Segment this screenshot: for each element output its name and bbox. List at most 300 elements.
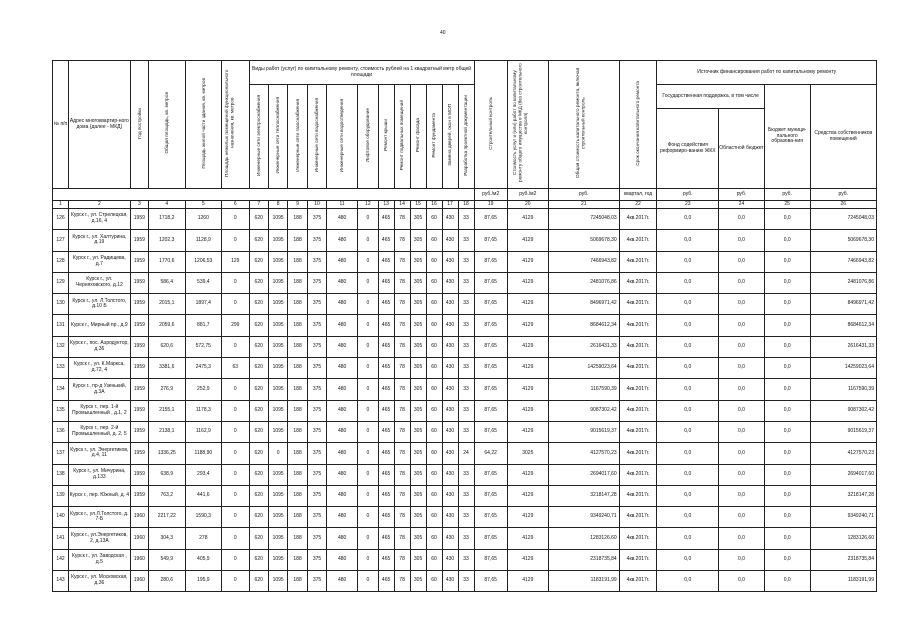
table-row bbox=[53, 336, 877, 357]
cell-work-4: 375 bbox=[307, 528, 326, 549]
header-total-area: Общая площадь, кв. метров bbox=[148, 61, 185, 189]
cell-n: 139 bbox=[53, 485, 69, 506]
header-cost-per-m2: Стоимость услуг и (или) работ по капитальному ремонту общего имущества в МКД (без строительного контроля) bbox=[507, 61, 548, 189]
cell-own: 8684612,34 bbox=[810, 315, 876, 336]
column-number: 2 bbox=[68, 201, 130, 209]
cell-work-7: 465 bbox=[378, 528, 394, 549]
cell-nonres: 0 bbox=[222, 230, 249, 251]
column-number: 7 bbox=[249, 201, 268, 209]
cell-addr: Курск г., ул. Мичурина, д.133 bbox=[68, 464, 130, 485]
cell-work-7: 465 bbox=[378, 549, 394, 570]
cell-cost: 4129 bbox=[507, 379, 548, 400]
cell-mun: 0,0 bbox=[764, 315, 810, 336]
cell-own: 9015619,37 bbox=[810, 421, 876, 442]
cell-nonres: 0 bbox=[222, 336, 249, 357]
cell-work-5: 480 bbox=[327, 315, 358, 336]
cell-addr: Курск г., ул. Халтурина, д.19 bbox=[68, 230, 130, 251]
cell-work-10: 60 bbox=[426, 209, 442, 230]
cell-living: 1128,9 bbox=[185, 230, 222, 251]
cell-n: 135 bbox=[53, 400, 69, 421]
cell-own: 8496971,42 bbox=[810, 294, 876, 315]
cell-work-2: 1095 bbox=[268, 549, 287, 570]
cell-work-9: 305 bbox=[410, 507, 426, 528]
cell-mun: 0,0 bbox=[764, 358, 810, 379]
cell-work-6: 0 bbox=[358, 272, 379, 293]
table-row bbox=[53, 209, 877, 230]
cell-work-6: 0 bbox=[358, 315, 379, 336]
column-number: 11 bbox=[327, 201, 358, 209]
cell-work-3: 188 bbox=[288, 358, 307, 379]
cell-n: 131 bbox=[53, 315, 69, 336]
cell-work-11: 430 bbox=[442, 315, 458, 336]
cell-work-8: 78 bbox=[394, 507, 410, 528]
header-nonres-area: Площадь нежилых помещений функционального назначения, кв. метров bbox=[222, 61, 249, 189]
cell-mun: 0,0 bbox=[764, 421, 810, 442]
cell-work-4: 375 bbox=[307, 507, 326, 528]
cell-work-9: 305 bbox=[410, 315, 426, 336]
cell-work-2: 1095 bbox=[268, 294, 287, 315]
cell-ctrl: 87,65 bbox=[474, 379, 507, 400]
cell-reg: 0,0 bbox=[719, 549, 765, 570]
cell-work-3: 188 bbox=[288, 400, 307, 421]
cell-reg: 0,0 bbox=[719, 251, 765, 272]
cell-cost: 4129 bbox=[507, 421, 548, 442]
cell-work-12: 33 bbox=[458, 294, 474, 315]
header-address: Адрес многоквартир-ного дома (далее - МКД) bbox=[68, 61, 130, 189]
cell-year: 1959 bbox=[130, 464, 148, 485]
cell-reg: 0,0 bbox=[719, 315, 765, 336]
cell-cost: 4129 bbox=[507, 507, 548, 528]
cell-work-8: 78 bbox=[394, 485, 410, 506]
cell-work-5: 480 bbox=[327, 272, 358, 293]
cell-work-9: 305 bbox=[410, 379, 426, 400]
cell-fund: 0,0 bbox=[657, 443, 719, 464]
cell-work-10: 60 bbox=[426, 549, 442, 570]
cell-year: 1959 bbox=[130, 230, 148, 251]
cell-term: 4кв.2017г. bbox=[619, 230, 657, 251]
cell-term: 4кв.2017г. bbox=[619, 379, 657, 400]
cell-year: 1960 bbox=[130, 571, 148, 592]
cell-work-9: 305 bbox=[410, 443, 426, 464]
cell-work-2: 1095 bbox=[268, 230, 287, 251]
cell-work-5: 480 bbox=[327, 294, 358, 315]
cell-n: 140 bbox=[53, 507, 69, 528]
cell-ctrl: 87,65 bbox=[474, 336, 507, 357]
cell-work-2: 1095 bbox=[268, 464, 287, 485]
cell-work-6: 0 bbox=[358, 528, 379, 549]
cell-addr: Курск г., пер. 1-й Промышленный , д.1, 2 bbox=[68, 400, 130, 421]
cell-living: 405,9 bbox=[185, 549, 222, 570]
cell-work-12: 24 bbox=[458, 443, 474, 464]
cell-sum: 7466943,82 bbox=[548, 251, 619, 272]
cell-fund: 0,0 bbox=[657, 209, 719, 230]
cell-work-5: 480 bbox=[327, 485, 358, 506]
cell-work-11: 430 bbox=[442, 379, 458, 400]
cell-work-3: 188 bbox=[288, 528, 307, 549]
cell-own: 1183191,99 bbox=[810, 571, 876, 592]
cell-reg: 0,0 bbox=[719, 421, 765, 442]
cell-work-5: 480 bbox=[327, 379, 358, 400]
column-number: 16 bbox=[426, 201, 442, 209]
cell-sum: 9015619,37 bbox=[548, 421, 619, 442]
table-row bbox=[53, 400, 877, 421]
cell-work-5: 480 bbox=[327, 358, 358, 379]
cell-reg: 0,0 bbox=[719, 507, 765, 528]
cell-work-9: 305 bbox=[410, 528, 426, 549]
cell-work-5: 480 bbox=[327, 443, 358, 464]
cell-work-5: 480 bbox=[327, 251, 358, 272]
cell-work-12: 33 bbox=[458, 571, 474, 592]
cell-sum: 2481076,86 bbox=[548, 272, 619, 293]
cell-ctrl: 87,65 bbox=[474, 528, 507, 549]
cell-fund: 0,0 bbox=[657, 272, 719, 293]
cell-work-4: 375 bbox=[307, 230, 326, 251]
cell-n: 138 bbox=[53, 464, 69, 485]
cell-work-1: 620 bbox=[249, 400, 268, 421]
cell-mun: 0,0 bbox=[764, 571, 810, 592]
header-work-6: Лифтовое оборудование bbox=[358, 85, 379, 189]
cell-work-12: 33 bbox=[458, 230, 474, 251]
unit-cell: руб. bbox=[657, 189, 719, 201]
cell-total: 2059,6 bbox=[148, 315, 185, 336]
cell-total: 586,4 bbox=[148, 272, 185, 293]
cell-work-2: 1095 bbox=[268, 272, 287, 293]
cell-work-11: 430 bbox=[442, 485, 458, 506]
unit-cell: квартал, год bbox=[619, 189, 657, 201]
cell-fund: 0,0 bbox=[657, 421, 719, 442]
cell-nonres: 0 bbox=[222, 571, 249, 592]
cell-work-6: 0 bbox=[358, 294, 379, 315]
unit-cell: руб./м2 bbox=[474, 189, 507, 201]
cell-year: 1959 bbox=[130, 336, 148, 357]
cell-own: 7245048,03 bbox=[810, 209, 876, 230]
cell-work-1: 620 bbox=[249, 358, 268, 379]
cell-work-10: 60 bbox=[426, 443, 442, 464]
cell-work-2: 1095 bbox=[268, 507, 287, 528]
cell-fund: 0,0 bbox=[657, 549, 719, 570]
cell-work-1: 620 bbox=[249, 209, 268, 230]
cell-work-12: 33 bbox=[458, 464, 474, 485]
cell-fund: 0,0 bbox=[657, 379, 719, 400]
cell-work-10: 60 bbox=[426, 272, 442, 293]
cell-work-9: 305 bbox=[410, 336, 426, 357]
cell-total: 549,9 bbox=[148, 549, 185, 570]
cell-n: 142 bbox=[53, 549, 69, 570]
cell-work-10: 60 bbox=[426, 230, 442, 251]
cell-work-8: 78 bbox=[394, 379, 410, 400]
cell-own: 5069678,30 bbox=[810, 230, 876, 251]
cell-sum: 8684612,34 bbox=[548, 315, 619, 336]
cell-work-6: 0 bbox=[358, 443, 379, 464]
cell-term: 4кв.2017г. bbox=[619, 421, 657, 442]
cell-n: 141 bbox=[53, 528, 69, 549]
table-row bbox=[53, 549, 877, 570]
cell-work-2: 1095 bbox=[268, 209, 287, 230]
cell-addr: Курск г., ул. Заводская , д.5 bbox=[68, 549, 130, 570]
cell-total: 2015,1 bbox=[148, 294, 185, 315]
cell-living: 539,4 bbox=[185, 272, 222, 293]
cell-work-3: 188 bbox=[288, 315, 307, 336]
cell-work-11: 430 bbox=[442, 528, 458, 549]
cell-own: 4127570,23 bbox=[810, 443, 876, 464]
header-year: Год постройки bbox=[130, 61, 148, 189]
cell-year: 1959 bbox=[130, 443, 148, 464]
cell-cost: 4129 bbox=[507, 294, 548, 315]
cell-work-6: 0 bbox=[358, 421, 379, 442]
cell-n: 133 bbox=[53, 358, 69, 379]
cell-work-7: 465 bbox=[378, 251, 394, 272]
cell-ctrl: 87,65 bbox=[474, 272, 507, 293]
cell-ctrl: 87,65 bbox=[474, 230, 507, 251]
cell-term: 4кв.2017г. bbox=[619, 336, 657, 357]
cell-work-10: 60 bbox=[426, 507, 442, 528]
cell-work-3: 188 bbox=[288, 251, 307, 272]
cell-work-1: 620 bbox=[249, 549, 268, 570]
cell-term: 4кв.2017г. bbox=[619, 315, 657, 336]
cell-work-8: 78 bbox=[394, 272, 410, 293]
table-row bbox=[53, 528, 877, 549]
column-number: 1 bbox=[53, 201, 69, 209]
cell-n: 130 bbox=[53, 294, 69, 315]
cell-work-3: 188 bbox=[288, 336, 307, 357]
cell-work-7: 465 bbox=[378, 443, 394, 464]
table-row bbox=[53, 315, 877, 336]
table-row bbox=[53, 485, 877, 506]
cell-work-1: 620 bbox=[249, 421, 268, 442]
header-total-cost: Общая стоимость капитального ремонта, включая строительный контроль bbox=[548, 61, 619, 189]
cell-work-12: 33 bbox=[458, 421, 474, 442]
cell-work-11: 430 bbox=[442, 507, 458, 528]
cell-mun: 0,0 bbox=[764, 528, 810, 549]
cell-work-9: 305 bbox=[410, 294, 426, 315]
cell-total: 2155,1 bbox=[148, 400, 185, 421]
cell-work-8: 78 bbox=[394, 294, 410, 315]
cell-cost: 4129 bbox=[507, 464, 548, 485]
cell-work-1: 620 bbox=[249, 230, 268, 251]
cell-work-3: 188 bbox=[288, 294, 307, 315]
cell-work-5: 480 bbox=[327, 209, 358, 230]
cell-living: 293,4 bbox=[185, 464, 222, 485]
cell-sum: 5069678,30 bbox=[548, 230, 619, 251]
column-number: 19 bbox=[474, 201, 507, 209]
cell-year: 1959 bbox=[130, 485, 148, 506]
cell-term: 4кв.2017г. bbox=[619, 400, 657, 421]
cell-work-8: 78 bbox=[394, 400, 410, 421]
cell-work-8: 78 bbox=[394, 549, 410, 570]
cell-work-1: 620 bbox=[249, 251, 268, 272]
cell-year: 1959 bbox=[130, 358, 148, 379]
cell-living: 1590,3 bbox=[185, 507, 222, 528]
cell-n: 136 bbox=[53, 421, 69, 442]
header-state-support: Государственная поддержка, в том числе bbox=[657, 85, 764, 109]
cell-fund: 0,0 bbox=[657, 571, 719, 592]
cell-work-7: 465 bbox=[378, 358, 394, 379]
header-sources-group: Источник финансирования работ по капитальному ремонту bbox=[657, 61, 877, 85]
cell-work-8: 78 bbox=[394, 230, 410, 251]
cell-mun: 0,0 bbox=[764, 230, 810, 251]
cell-ctrl: 64,22 bbox=[474, 443, 507, 464]
cell-term: 4кв.2017г. bbox=[619, 209, 657, 230]
cell-work-12: 33 bbox=[458, 400, 474, 421]
column-number: 4 bbox=[148, 201, 185, 209]
cell-year: 1959 bbox=[130, 209, 148, 230]
cell-work-8: 78 bbox=[394, 315, 410, 336]
cell-year: 1960 bbox=[130, 549, 148, 570]
cell-reg: 0,0 bbox=[719, 379, 765, 400]
cell-fund: 0,0 bbox=[657, 336, 719, 357]
cell-work-9: 305 bbox=[410, 549, 426, 570]
cell-fund: 0,0 bbox=[657, 528, 719, 549]
cell-work-6: 0 bbox=[358, 571, 379, 592]
cell-total: 763,2 bbox=[148, 485, 185, 506]
cell-work-1: 620 bbox=[249, 336, 268, 357]
cell-living: 1188,90 bbox=[185, 443, 222, 464]
cell-work-7: 465 bbox=[378, 464, 394, 485]
cell-term: 4кв.2017г. bbox=[619, 485, 657, 506]
cell-ctrl: 87,65 bbox=[474, 251, 507, 272]
cell-mun: 0,0 bbox=[764, 336, 810, 357]
cell-cost: 4129 bbox=[507, 400, 548, 421]
cell-mun: 0,0 bbox=[764, 251, 810, 272]
cell-mun: 0,0 bbox=[764, 294, 810, 315]
cell-reg: 0,0 bbox=[719, 358, 765, 379]
cell-n: 143 bbox=[53, 571, 69, 592]
header-work-5: Инженерные сети водоотведения bbox=[327, 85, 358, 189]
cell-work-2: 1095 bbox=[268, 485, 287, 506]
cell-work-12: 33 bbox=[458, 507, 474, 528]
cell-mun: 0,0 bbox=[764, 485, 810, 506]
cell-work-5: 480 bbox=[327, 336, 358, 357]
cell-living: 1260 bbox=[185, 209, 222, 230]
cell-work-12: 33 bbox=[458, 549, 474, 570]
cell-ctrl: 87,65 bbox=[474, 209, 507, 230]
cell-reg: 0,0 bbox=[719, 272, 765, 293]
cell-ctrl: 87,65 bbox=[474, 315, 507, 336]
cell-term: 4кв.2017г. bbox=[619, 294, 657, 315]
cell-term: 4кв.2017г. bbox=[619, 358, 657, 379]
cell-sum: 9349240,71 bbox=[548, 507, 619, 528]
cell-addr: Курск г., ул. Черняховского, д.12 bbox=[68, 272, 130, 293]
cell-living: 1162,9 bbox=[185, 421, 222, 442]
cell-work-3: 188 bbox=[288, 209, 307, 230]
cell-work-1: 620 bbox=[249, 315, 268, 336]
column-number: 20 bbox=[507, 201, 548, 209]
cell-sum: 2318735,84 bbox=[548, 549, 619, 570]
cell-work-12: 33 bbox=[458, 336, 474, 357]
cell-work-7: 465 bbox=[378, 421, 394, 442]
cell-work-4: 375 bbox=[307, 400, 326, 421]
cell-work-6: 0 bbox=[358, 464, 379, 485]
cell-addr: Курск г., ул. Энергетиков, д.4, 11 bbox=[68, 443, 130, 464]
cell-term: 4кв.2017г. bbox=[619, 272, 657, 293]
header-work-4: Инженерные сети водоснабжения bbox=[307, 85, 326, 189]
cell-fund: 0,0 bbox=[657, 485, 719, 506]
cell-addr: Курск г., Мирный пр., д.9 bbox=[68, 315, 130, 336]
cell-addr: Курск г., пр-д Узенький, д.3А bbox=[68, 379, 130, 400]
cell-work-4: 375 bbox=[307, 358, 326, 379]
cell-addr: Курск г., ул. Л.Толстого, д.10 Б bbox=[68, 294, 130, 315]
column-number: 5 bbox=[185, 201, 222, 209]
cell-total: 1336,25 bbox=[148, 443, 185, 464]
cell-n: 129 bbox=[53, 272, 69, 293]
cell-work-9: 305 bbox=[410, 251, 426, 272]
cell-fund: 0,0 bbox=[657, 294, 719, 315]
cell-cost: 4129 bbox=[507, 315, 548, 336]
cell-year: 1959 bbox=[130, 315, 148, 336]
column-number: 3 bbox=[130, 201, 148, 209]
cell-work-12: 33 bbox=[458, 272, 474, 293]
cell-ctrl: 87,65 bbox=[474, 464, 507, 485]
cell-own: 2481076,86 bbox=[810, 272, 876, 293]
cell-nonres: 299 bbox=[222, 315, 249, 336]
cell-work-9: 305 bbox=[410, 230, 426, 251]
cell-work-8: 78 bbox=[394, 571, 410, 592]
cell-total: 2138,1 bbox=[148, 421, 185, 442]
cell-work-9: 305 bbox=[410, 571, 426, 592]
cell-living: 441,6 bbox=[185, 485, 222, 506]
cell-work-8: 78 bbox=[394, 528, 410, 549]
table-row bbox=[53, 421, 877, 442]
cell-own: 7466943,82 bbox=[810, 251, 876, 272]
units-empty bbox=[53, 189, 475, 201]
cell-work-11: 430 bbox=[442, 464, 458, 485]
cell-cost: 4129 bbox=[507, 251, 548, 272]
header-work-9: Ремонт фасада bbox=[410, 85, 426, 189]
column-number: 6 bbox=[222, 201, 249, 209]
cell-year: 1960 bbox=[130, 507, 148, 528]
header-works-group: Виды работ (услуг) по капитальному ремонту, стоимость рублей на 1 квадратный метр общей площади bbox=[249, 61, 474, 85]
cell-work-11: 430 bbox=[442, 421, 458, 442]
cell-work-9: 305 bbox=[410, 464, 426, 485]
cell-work-4: 375 bbox=[307, 379, 326, 400]
cell-work-10: 60 bbox=[426, 464, 442, 485]
header-deadline: Срок окончания капитального ремонта bbox=[619, 61, 657, 189]
cell-work-6: 0 bbox=[358, 336, 379, 357]
cell-work-7: 465 bbox=[378, 379, 394, 400]
cell-work-3: 188 bbox=[288, 272, 307, 293]
cell-work-3: 188 bbox=[288, 571, 307, 592]
cell-reg: 0,0 bbox=[719, 528, 765, 549]
cell-ctrl: 87,65 bbox=[474, 549, 507, 570]
cell-work-4: 375 bbox=[307, 315, 326, 336]
cell-mun: 0,0 bbox=[764, 464, 810, 485]
cell-fund: 0,0 bbox=[657, 230, 719, 251]
cell-mun: 0,0 bbox=[764, 400, 810, 421]
cell-nonres: 129 bbox=[222, 251, 249, 272]
cell-living: 1897,4 bbox=[185, 294, 222, 315]
cell-work-1: 620 bbox=[249, 379, 268, 400]
cell-work-12: 33 bbox=[458, 358, 474, 379]
cell-work-3: 188 bbox=[288, 485, 307, 506]
header-work-8: Ремонт подвальных помещений bbox=[394, 85, 410, 189]
column-numbers-row bbox=[53, 201, 877, 209]
cell-work-4: 375 bbox=[307, 571, 326, 592]
cell-term: 4кв.2017г. bbox=[619, 528, 657, 549]
cell-total: 304,3 bbox=[148, 528, 185, 549]
cell-work-10: 60 bbox=[426, 400, 442, 421]
cell-fund: 0,0 bbox=[657, 251, 719, 272]
cell-fund: 0,0 bbox=[657, 507, 719, 528]
cell-work-1: 620 bbox=[249, 507, 268, 528]
cell-fund: 0,0 bbox=[657, 400, 719, 421]
cell-addr: Курск г., ул. Радищева, д.7 bbox=[68, 251, 130, 272]
cell-sum: 1183191,99 bbox=[548, 571, 619, 592]
header-work-12: Разработка проектной документации bbox=[458, 85, 474, 189]
table-row bbox=[53, 443, 877, 464]
cell-living: 278 bbox=[185, 528, 222, 549]
cell-term: 4кв.2017г. bbox=[619, 571, 657, 592]
cell-reg: 0,0 bbox=[719, 336, 765, 357]
